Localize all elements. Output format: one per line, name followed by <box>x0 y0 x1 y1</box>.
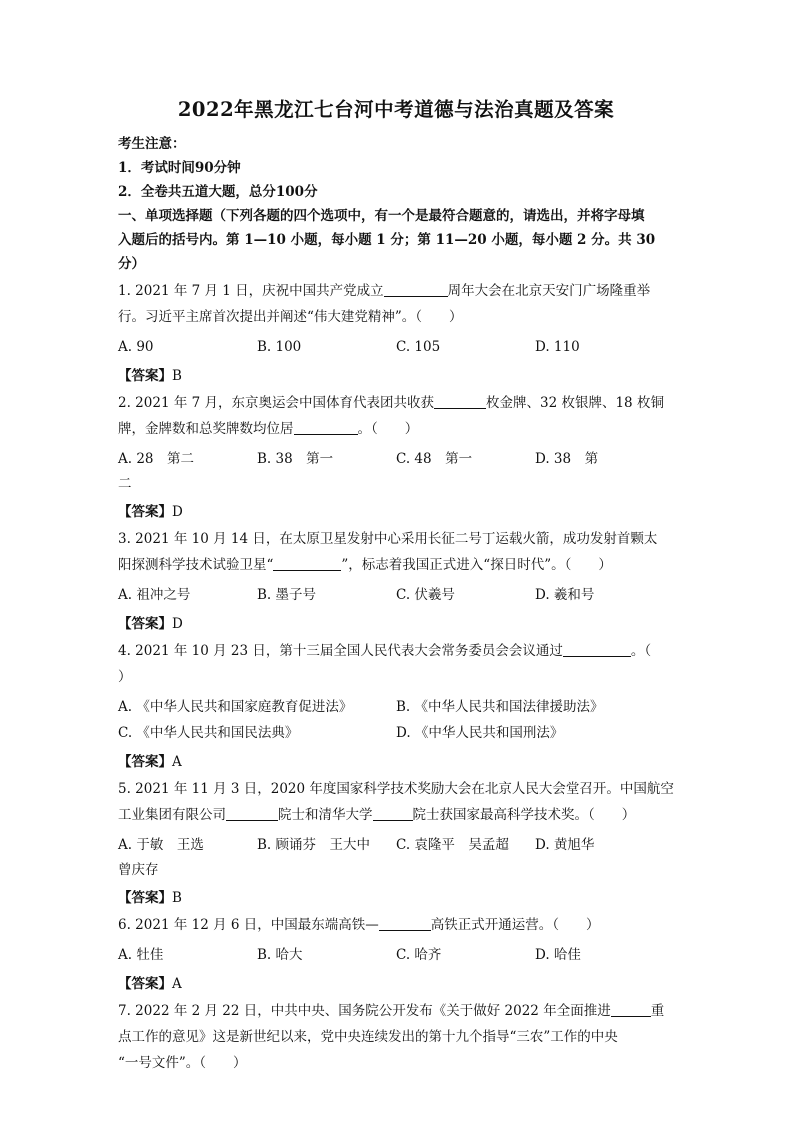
notice-item: 1．考试时间90分钟 <box>118 160 241 176</box>
answer-blank <box>226 805 278 821</box>
option: D. 羲和号 <box>535 587 595 603</box>
answer-blank <box>273 555 341 571</box>
option: D. 哈佳 <box>535 947 581 963</box>
exam-page <box>118 96 674 1076</box>
option: A. 28 第二 <box>118 451 195 467</box>
answer-2: 【答案】D <box>118 504 183 520</box>
option: C. 《中华人民共和国民法典》 <box>118 725 299 741</box>
option: B. 哈大 <box>257 947 303 963</box>
question-6: 6. 2021 年 12 月 6 日，中国最东端高铁— 高铁正式开通运营。（ ） <box>118 917 600 933</box>
question-7: 7. 2022 年 2 月 22 日，中共中央、国务院公开发布《关于做好 2022 年全面推进 重 点工作的意见》这是新世纪以来，党中央连续发出的第十九个指导“三农”工作的中央 “一号文件”。（ ） <box>118 1003 665 1071</box>
section-heading-cont: 入题后的括号内。第 1—10 小题，每小题 1 分；第 11—20 小题，每小题 2 分。共 30 分） <box>118 232 656 272</box>
option: A. 《中华人民共和国家庭教育促进法》 <box>118 699 353 715</box>
answer-5: 【答案】B <box>118 890 182 906</box>
options-3 <box>118 582 674 608</box>
option: A. 于敏 王选 <box>118 837 204 853</box>
option: D. 《中华人民共和国刑法》 <box>396 725 564 741</box>
answer-6: 【答案】A <box>118 976 182 992</box>
notice-item: 2．全卷共五道大题，总分100分 <box>118 184 318 200</box>
options-5 <box>118 832 674 858</box>
option: D. 黄旭华 <box>535 837 595 853</box>
option: D. 110 <box>535 339 580 355</box>
answer-4: 【答案】A <box>118 754 182 770</box>
option: D. 38 第 <box>535 451 599 467</box>
answer-1: 【答案】B <box>118 368 182 384</box>
option: C. 105 <box>396 339 441 355</box>
notice-heading: 考生注意： <box>118 136 186 152</box>
answer-blank <box>294 419 358 435</box>
option-wrap: 曾庆存 <box>118 862 159 878</box>
options-2 <box>118 446 674 472</box>
question-4: 4. 2021 年 10 月 23 日，第十三届全国人民代表大会常务委员会会议通过 。（ ） <box>118 643 652 685</box>
question-5: 5. 2021 年 11 月 3 日，2020 年度国家科学技术奖励大会在北京人民大会堂召开。中国航空 工业集团有限公司 院士和清华大学 院士获国家最高科学技术奖。（ ） <box>118 781 674 823</box>
option: B. 墨子号 <box>257 587 317 603</box>
option: A. 牡佳 <box>118 947 164 963</box>
option: C. 伏羲号 <box>396 587 455 603</box>
answer-blank <box>373 805 413 821</box>
question-2: 2. 2021 年 7 月，东京奥运会中国体育代表团共收获 枚金牌、32 枚银牌、18 枚铜 牌，金牌数和总奖牌数均位居 。（ ） <box>118 395 664 437</box>
option: B. 《中华人民共和国法律援助法》 <box>396 699 604 715</box>
question-3: 3. 2021 年 10 月 14 日，在太原卫星发射中心采用长征二号丁运载火箭，成功发射首颗太 阳探测科学技术试验卫星“ ”，标志着我国正式进入“探日时代”。（ ） <box>118 531 658 573</box>
option: C. 袁隆平 吴孟超 <box>396 837 509 853</box>
section-heading: 一、单项选择题（下列各题的四个选项中，有一个是最符合题意的，请选出，并将字母填 <box>118 208 645 224</box>
options-4 <box>118 694 674 746</box>
page-title: 2022年黑龙江七台河中考道德与法治真题及答案 <box>177 98 615 121</box>
answer-3: 【答案】D <box>118 616 183 632</box>
answer-blank <box>563 641 631 657</box>
answer-blank <box>379 915 431 931</box>
options-1 <box>118 334 674 360</box>
option-wrap: 二 <box>118 476 132 492</box>
option: A. 90 <box>118 339 154 355</box>
answer-blank <box>611 1001 651 1017</box>
option: C. 哈齐 <box>396 947 442 963</box>
answer-blank <box>434 393 486 409</box>
option: B. 100 <box>257 339 302 355</box>
question-1: 1. 2021 年 7 月 1 日，庆祝中国共产党成立 周年大会在北京天安门广场隆重举 行。习近平主席首次提出并阐述“伟大建党精神”。（ ） <box>118 283 651 325</box>
options-6 <box>118 942 674 968</box>
answer-blank <box>384 281 448 297</box>
option: B. 顾诵芬 王大中 <box>257 837 371 853</box>
option: B. 38 第一 <box>257 451 334 467</box>
option: C. 48 第一 <box>396 451 473 467</box>
option: A. 祖冲之号 <box>118 587 191 603</box>
